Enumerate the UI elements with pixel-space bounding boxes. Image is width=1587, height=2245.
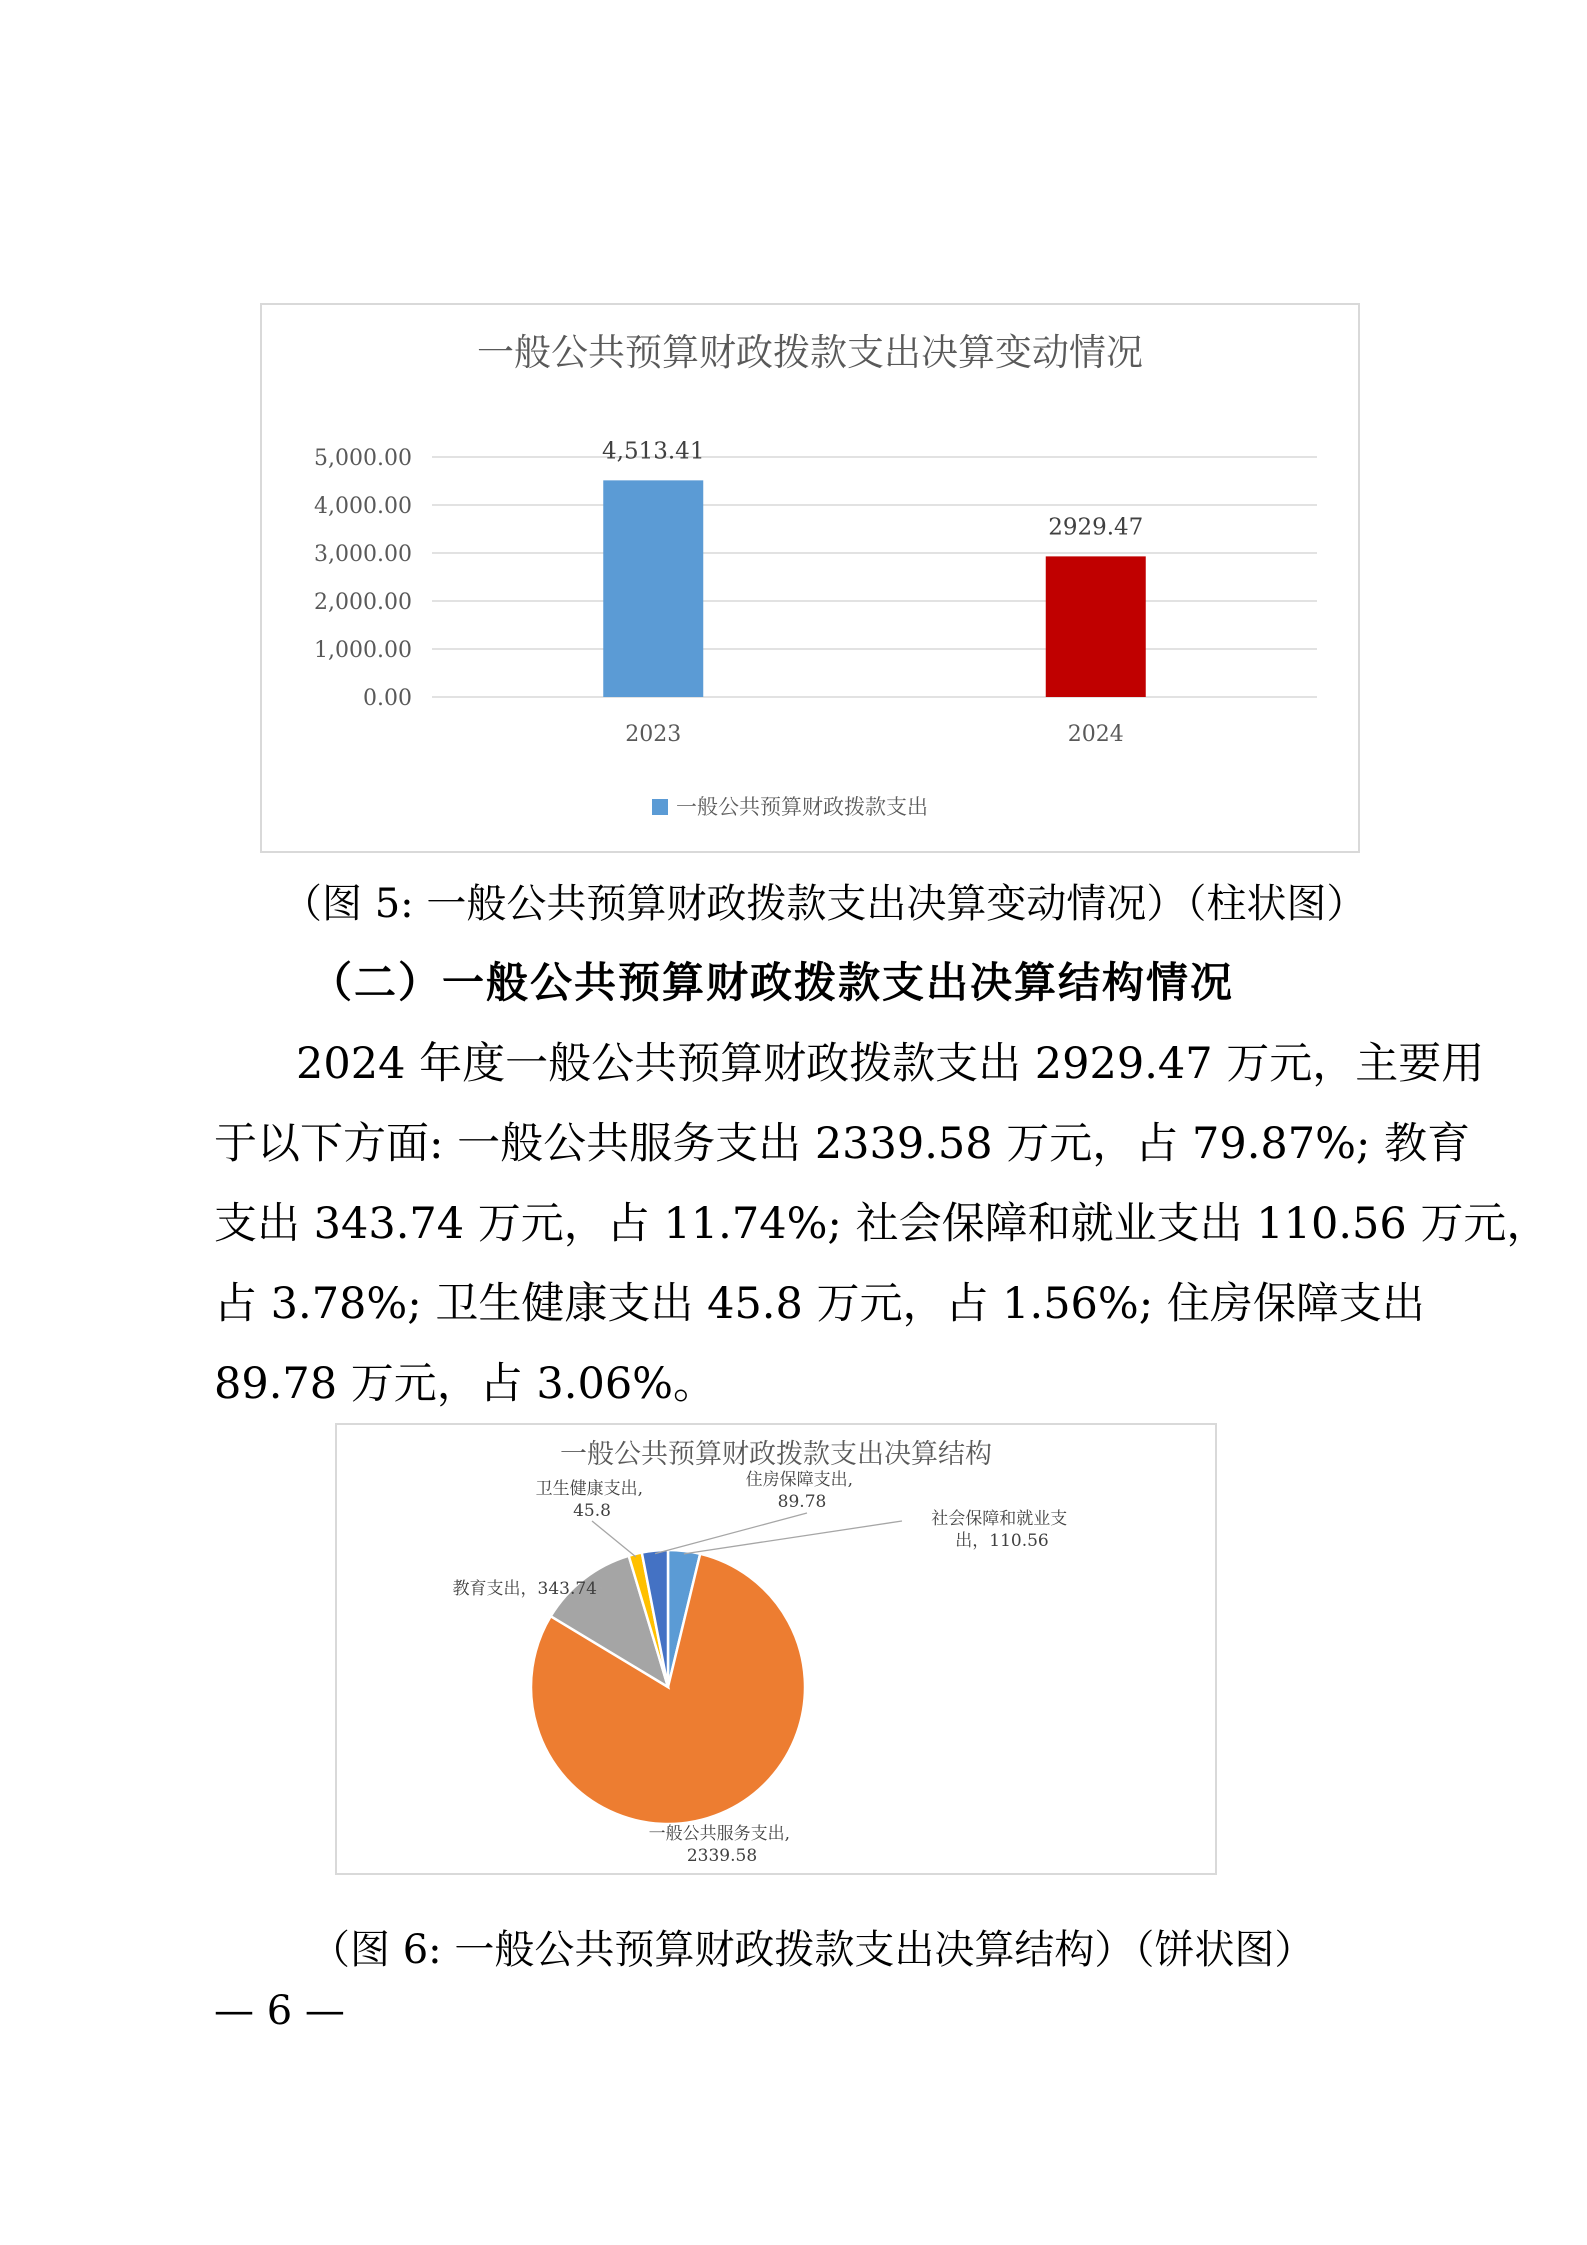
figure-5-caption: （图 5: 一般公共预算财政拨款支出决算变动情况）（柱状图） (282, 881, 1367, 927)
y-tick-label: 5,000.00 (314, 446, 412, 471)
paragraph-line-1: 2024 年度一般公共预算财政拨款支出 2929.47 万元，主要用 (296, 1039, 1485, 1089)
paragraph-line-3: 支出 343.74 万元，占 11.74%; 社会保障和就业支出 110.56 万元， (214, 1199, 1550, 1249)
y-tick-label: 3,000.00 (314, 542, 412, 567)
figure-6-caption: （图 6: 一般公共预算财政拨款支出决算结构）（饼状图） (310, 1927, 1315, 1973)
bar (1046, 556, 1146, 697)
slice-label-education: 教育支出，343.74 (452, 1579, 597, 1599)
bar-chart (262, 305, 1358, 851)
y-tick-label: 4,000.00 (314, 494, 412, 519)
paragraph-line-5: 89.78 万元，占 3.06%。 (214, 1359, 717, 1409)
legend-label: 一般公共预算财政拨款支出 (676, 795, 928, 819)
paragraph-line-2: 于以下方面: 一般公共服务支出 2339.58 万元，占 79.87%; 教育 (214, 1119, 1471, 1169)
bar-data-label: 2929.47 (1048, 514, 1144, 541)
x-tick-label: 2023 (625, 722, 682, 747)
leader-line (655, 1513, 807, 1554)
bar (603, 480, 703, 697)
pie-chart-frame (335, 1423, 1217, 1875)
bar-chart-title: 一般公共预算财政拨款支出决算变动情况 (477, 331, 1143, 374)
section-heading: （二）一般公共预算财政拨款支出决算结构情况 (310, 958, 1235, 1007)
y-tick-label: 0.00 (363, 686, 412, 711)
pie-chart (337, 1425, 1215, 1873)
slice-label-general-public-services: 一般公共服务支出, 2339.58 (648, 1824, 790, 1866)
y-tick-label: 1,000.00 (314, 638, 412, 663)
bar-legend (652, 795, 928, 819)
page-number: — 6 — (214, 1988, 345, 2034)
paragraph-line-4: 占 3.78%; 卫生健康支出 45.8 万元，占 1.56%; 住房保障支出 (214, 1279, 1425, 1329)
y-tick-label: 2,000.00 (314, 590, 412, 615)
slice-label-social-security: 社会保障和就业支 出，110.56 (931, 1509, 1068, 1551)
slice-label-housing: 住房保障支出, 89.78 (745, 1470, 853, 1512)
bar-data-label: 4,513.41 (602, 438, 705, 465)
legend-swatch (652, 799, 668, 815)
slice-label-health: 卫生健康支出, 45.8 (535, 1479, 643, 1521)
bar-chart-frame (260, 303, 1360, 853)
pie-chart-title: 一般公共预算财政拨款支出决算结构 (560, 1439, 992, 1470)
x-tick-label: 2024 (1067, 722, 1124, 747)
leader-line (592, 1521, 636, 1557)
